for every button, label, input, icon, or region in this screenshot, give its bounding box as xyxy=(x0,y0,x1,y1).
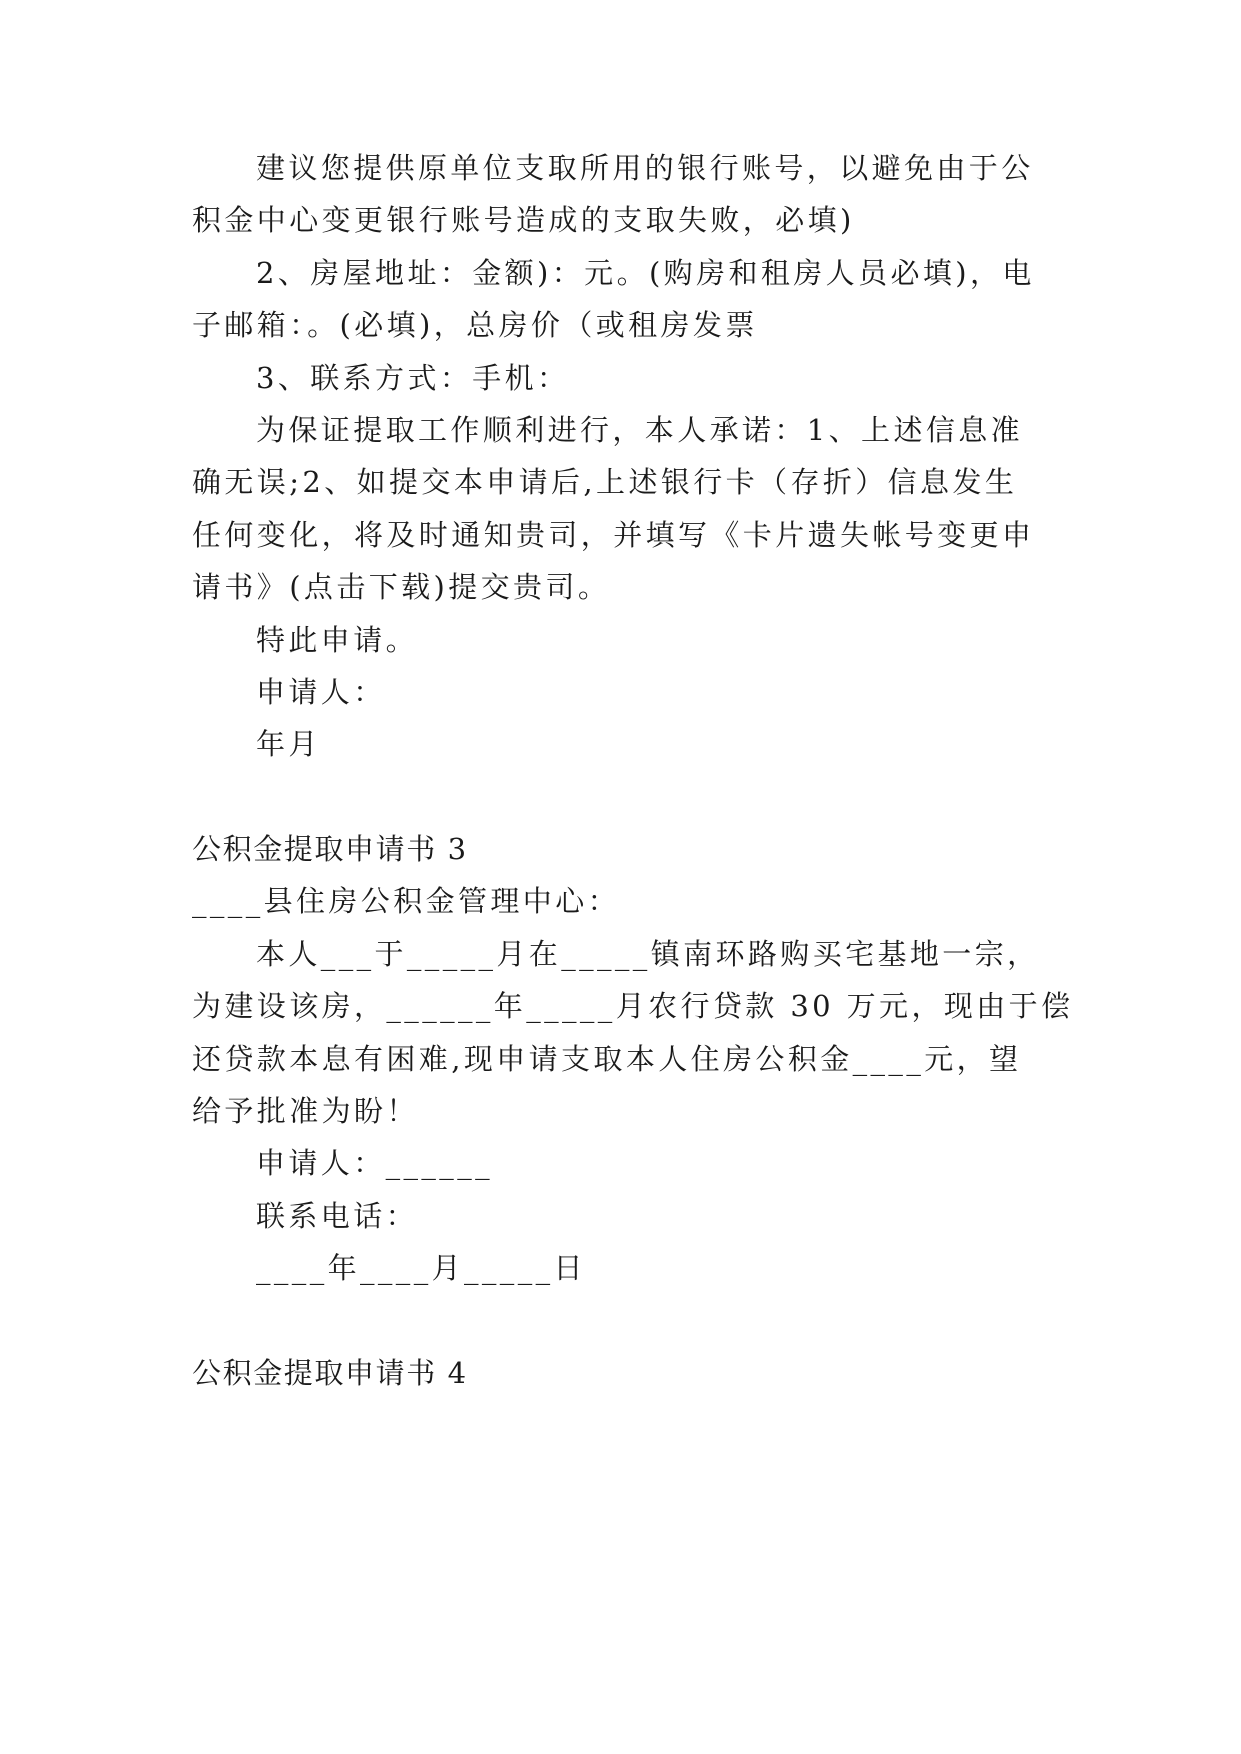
promise-line3: 任何变化，将及时通知贵司，并填写《卡片遗失帐号变更申 xyxy=(192,518,1035,552)
section-3-body-line3: 还贷款本息有困难,现申请支取本人住房公积金____元，望 xyxy=(192,1042,1022,1076)
section-3-date: ____年____月_____日 xyxy=(256,1251,586,1285)
section-3-title: 公积金提取申请书 3 xyxy=(192,832,468,866)
date-label: 年月 xyxy=(256,727,321,761)
closing-text: 特此申请。 xyxy=(256,623,419,657)
section-3-body-line2: 为建设该房，______年_____月农行贷款 30 万元，现由于偿 xyxy=(192,989,1074,1023)
applicant-label: 申请人： xyxy=(256,675,386,709)
item-2-line2: 子邮箱：。(必填)，总房价（或租房发票 xyxy=(192,308,758,342)
section-3-body-line4: 给予批准为盼！ xyxy=(192,1094,419,1128)
section-3-applicant: 申请人：______ xyxy=(256,1146,494,1180)
section-3-body-line1: 本人___于_____月在_____镇南环路购买宅基地一宗， xyxy=(256,937,1040,971)
promise-line4: 请书》(点击下载)提交贵司。 xyxy=(192,570,611,604)
item-3-contact: 3、联系方式：手机： xyxy=(256,361,570,395)
promise-line2: 确无误;2、如提交本申请后,上述银行卡（存折）信息发生 xyxy=(192,465,1018,499)
section-3-phone: 联系电话： xyxy=(256,1199,419,1233)
paragraph-bank-account-line1: 建议您提供原单位支取所用的银行账号，以避免由于公 xyxy=(256,151,1034,185)
section-3-recipient: ____县住房公积金管理中心： xyxy=(192,884,621,918)
section-4-title: 公积金提取申请书 4 xyxy=(192,1356,468,1390)
promise-line1: 为保证提取工作顺利进行，本人承诺：1、上述信息准 xyxy=(256,413,1024,447)
paragraph-bank-account-line2: 积金中心变更银行账号造成的支取失败，必填) xyxy=(192,203,855,237)
item-2-line1: 2、房屋地址：金额)：元。(购房和租房人员必填)，电 xyxy=(256,256,1035,290)
